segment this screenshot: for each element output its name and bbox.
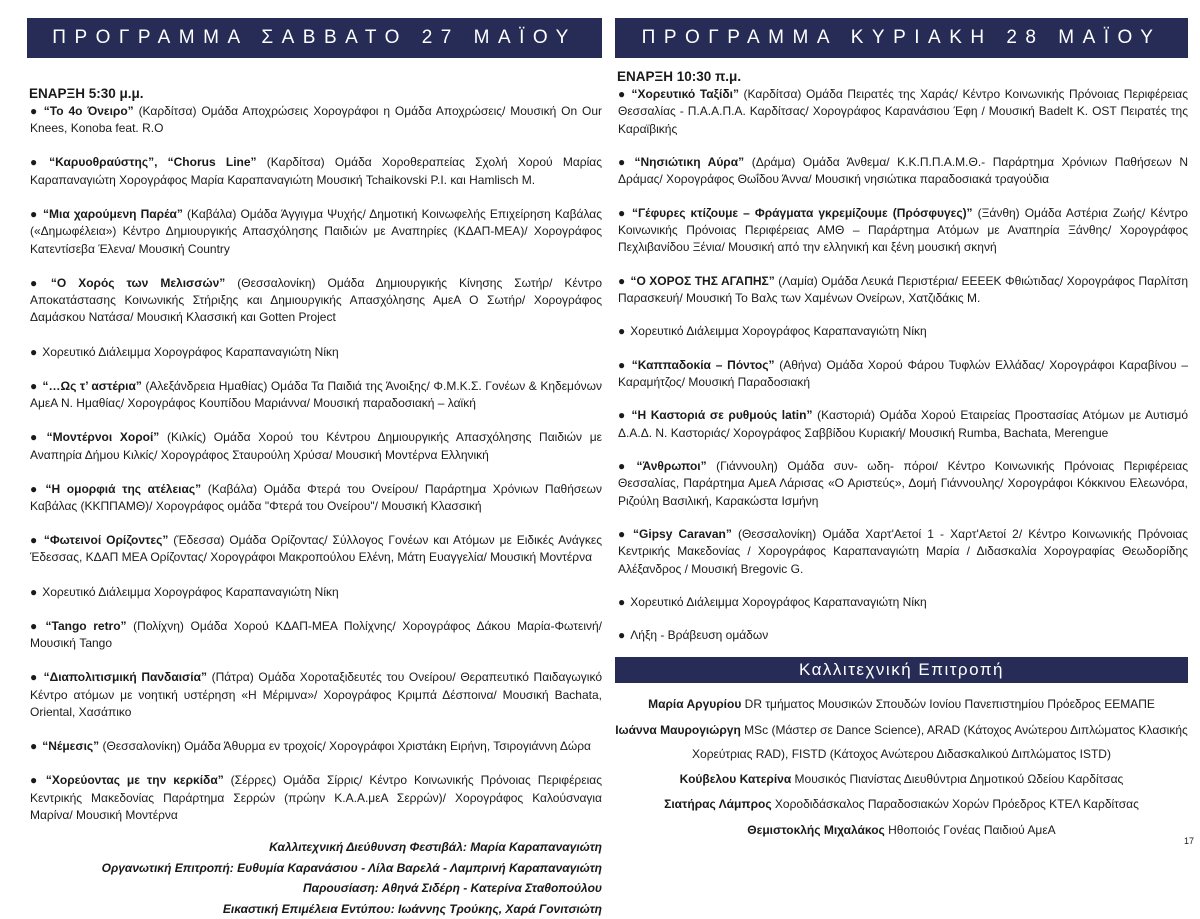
member-role: MSc (Μάστερ σε Dance Science), ARAD (Κάτοχος Ανώτερου Διπλώματος Κλασικής Χορεύτριας RAD), FISTD (Κάτοχος Ανώτερου Διδασκαλικού Διπλώματος ISTD): [692, 722, 1188, 762]
bullet-icon: ●: [618, 273, 626, 288]
item-description: (Καρδίτσα) Ομάδα Χοροθεραπείας Σχολή Χορού Μαρίας Καραπαναγιώτη Χορογράφος Μαρία Καραπαναγιώτη Μουσική Tchaikovski P.I. και Hamlisch M.: [30, 155, 603, 187]
item-title: “Gipsy Caravan”: [633, 527, 732, 542]
member-role: Χοροδιδάσκαλος Παραδοσιακών Χορών Πρόεδρος ΚΤΕΛ Καρδίτσας: [771, 797, 1139, 812]
item-description: (Θεσσαλονίκη) Ομάδα Χαρτ'Αετοί 1 - Χαρτ'Αετοί 2/ Κέντρο Κοινωνικής Πρόνοιας Κεντρικής Μακεδονίας / Χορογράφος Καραπαναγιώτη Μαρία / Διδασκαλία Χορογραφίας Θεωδορίδης Αλέξανδρος / Μουσική Bregovic G.: [618, 527, 1189, 576]
bullet-icon: ●: [30, 155, 45, 170]
item-title: “Νησιώτικη Αύρα”: [634, 154, 745, 169]
program-item: [618, 357, 1188, 392]
credit-line: Οργανωτική Επιτροπή: Ευθυμία Καρανάσιου - Λίλα Βαρελά - Λαμπρινή Καραπαναγιώτη: [101, 860, 602, 875]
item-description: Χορευτικό Διάλειμμα Χορογράφος Καραπαναγιώτη Νίκη: [42, 344, 339, 359]
item-description: (Καβάλα) Ομάδα Άγγιγμα Ψυχής/ Δημοτική Κοινωφελής Επιχείρηση Καβάλας («Δημωφέλεια») Κέντρο Δημιουργικής Απασχόλησης Παιδιών με Αναπηρίες (ΚΔΑΠ-ΜΕΑ)/ Χορογράφος Κατεντίσεβα Έλενα/ Μουσική Country: [30, 206, 602, 256]
program-item: [30, 584, 602, 601]
bullet-icon: ●: [30, 104, 39, 118]
item-description: (Καβάλα) Ομάδα Φτερά του Ονείρου/ Παράρτημα Χρόνιων Παθήσεων Καβάλας (ΚΚΠΠΑΜΘ)/ Χορογράφος ομάδα "Φτερά του Ονείρου"/ Μουσική Κλασσική: [30, 481, 603, 513]
bullet-icon: ●: [30, 206, 39, 221]
program-item: [30, 344, 602, 361]
item-title: “…Ως τ’ αστέρια”: [42, 378, 142, 393]
bullet-icon: ●: [30, 584, 38, 599]
bullet-icon: ●: [618, 324, 626, 339]
program-item: [618, 458, 1188, 510]
saturday-column: [27, 18, 602, 919]
sunday-program-list: [615, 86, 1188, 645]
credit-line: Παρουσίαση: Αθηνά Σιδέρη - Κατερίνα Σταθοπούλου: [303, 881, 602, 896]
bullet-icon: ●: [30, 773, 41, 788]
item-description: (Γιάννουλη) Ομάδα συν- ωδη- πόροι/ Κέντρο Κοινωνικής Πρόνοιας Περιφέρειας Θεσσαλίας, Παράρτημα ΑμεΑ Λάρισας «Ο Αριστεύς», Δομή Γιάννουλης/ Χορογράφοι Κόκκινου Ελεωνόρα, Ριζούλη Βασιλική, Καρακώστα Ισμήνη: [618, 459, 1188, 508]
member-role: Μουσικός Πιανίστας Διευθύντρια Δημοτικού Ωδείου Καρδίτσας: [791, 771, 1124, 786]
bullet-icon: ●: [30, 739, 38, 754]
committee-member: [615, 818, 1188, 844]
bullet-icon: ●: [30, 481, 41, 496]
item-title: “Χορευτικό Ταξίδι”: [631, 87, 739, 101]
program-item: [30, 618, 602, 653]
program-item: [30, 738, 602, 755]
item-description: Χορευτικό Διάλειμμα Χορογράφος Καραπαναγιώτη Νίκη: [630, 324, 927, 339]
item-description: (Ξάνθη) Ομάδα Αστέρια Ζωής/ Κέντρο Κοινωνικής Πρόνοιας Περιφέρειας ΑΜΘ – Παράρτημα Ατόμων με Αναπηρία Ξάνθης/ Χορογράφος Πεχλιβανίδου Ξένια/ Μουσική από την ελληνική και ξένη μουσική σκηνή: [618, 205, 1188, 255]
program-item: [30, 154, 602, 189]
item-description: (Πολίχνη) Ομάδα Χορού ΚΔΑΠ-ΜΕΑ Πολίχνης/ Χορογράφος Δάκου Μαρία-Φωτεινή/ Μουσική Tango: [30, 618, 602, 651]
item-title: “Ο ΧΟΡΟΣ ΤΗΣ ΑΓΑΠΗΣ”: [630, 273, 775, 288]
program-item: [30, 275, 602, 327]
credit-line: Εικαστική Επιμέλεια Εντύπου: Ιωάννης Τρούκης, Χαρά Γονιτσιώτη: [222, 901, 602, 916]
committee-member: [615, 792, 1188, 818]
sunday-banner: ΠΡΟΓΡΑΜΜΑ ΚΥΡΙΑΚΗ 28 ΜΑΪΟΥ: [615, 18, 1188, 58]
bullet-icon: ●: [30, 430, 42, 445]
item-title: “Ο Χορός των Μελισσών”: [50, 275, 226, 290]
committee-member: [615, 718, 1188, 767]
bullet-icon: ●: [618, 357, 627, 372]
member-name: Σιατήρας Λάμπρος: [664, 797, 772, 812]
item-title: “Το 4ο Όνειρο”: [43, 104, 134, 118]
item-title: “Άνθρωποι”: [636, 459, 707, 474]
program-item: [618, 407, 1188, 442]
member-role: Ηθοποιός Γονέας Παιδιού ΑμεΑ: [884, 823, 1056, 838]
committee-banner: Καλλιτεχνική Επιτροπή: [615, 657, 1188, 683]
member-name: Κούβελου Κατερίνα: [679, 771, 792, 786]
program-item: [618, 323, 1188, 340]
bullet-icon: ●: [618, 408, 627, 423]
item-description: (Δράμα) Ομάδα Άνθεμα/ Κ.Κ.Π.Π.Α.Μ.Θ.- Παράρτημα Χρόνιων Παθήσεων Ν Δράμας/ Χορογράφος Θωΐδου Άννα/ Μουσική νησιώτικα παραδοσιακά τραγούδια: [618, 154, 1189, 187]
bullet-icon: ●: [618, 154, 630, 169]
committee-member: [615, 767, 1188, 793]
program-item: [30, 772, 602, 824]
program-item: [618, 594, 1188, 611]
item-description: (Πάτρα) Ομάδα Χοροταξιδευτές του Ονείρου/ Θεραπευτικό Παιδαγωγικό Κέντρο ατόμων με νοητική υστέρηση «Η Μέριμνα»/ Χορογράφος Κριμπά Δέσποινα/ Μουσική Bachata, Oriental, Χασάπικο: [30, 670, 602, 719]
item-title: “Η Καστοριά σε ρυθμούς latin”: [631, 408, 813, 423]
item-title: “Καρυοθραύστης”, “Chorus Line”: [49, 155, 257, 170]
bullet-icon: ●: [618, 87, 627, 101]
item-title: “Γέφυρες κτίζουμε – Φράγματα γκρεμίζουμε (Πρόσφυγες)”: [631, 205, 973, 220]
item-description: (Θεσσαλονίκη) Ομάδα Άθυρμα εν τροχοίς/ Χορογράφοι Χριστάκη Ειρήνη, Τσιρογιάννη Δώρα: [99, 739, 591, 754]
item-description: (Αθήνα) Ομάδα Χορού Φάρου Τυφλών Ελλάδας/ Χορογράφοι Καραβίνου – Καραμήτζος/ Μουσική Παραδοσιακή: [618, 357, 1188, 390]
saturday-banner: ΠΡΟΓΡΑΜΜΑ ΣΑΒΒΑΤΟ 27 ΜΑΪΟΥ: [27, 18, 602, 58]
program-item: [618, 273, 1188, 308]
item-description: (Αλεξάνδρεια Ημαθίας) Ομάδα Τα Παιδιά της Άνοιξης/ Φ.Μ.Κ.Σ. Γονέων & Κηδεμόνων ΑμεΑ Ν. Ημαθίας/ Χορογράφος Κουπίδου Μαριάννα/ Μουσική παραδοσιακή – λαϊκή: [30, 378, 603, 411]
item-description: (Καστοριά) Ομάδα Χορού Εταιρείας Προστασίας Ατόμων με Αυτισμό Δ.Α.Δ. Ν. Καστοριάς/ Χορογράφος Σαββίδου Κυριακή/ Μουσική Rumba, Bachata, Merengue: [618, 408, 1189, 440]
item-title: “Καππαδοκία – Πόντος”: [631, 357, 775, 372]
page-number: 17: [1183, 836, 1194, 846]
item-description: Χορευτικό Διάλειμμα Χορογράφος Καραπαναγιώτη Νίκη: [630, 595, 927, 610]
bullet-icon: ●: [30, 275, 46, 290]
item-description: (Έδεσσα) Ομάδα Ορίζοντας/ Σύλλογος Γονέων και Ατόμων με Ειδικές Ανάγκες Έδεσσας, ΚΔΑΠ ΜΕΑ Ορίζοντας/ Χορογράφοι Μακροπούλου Ελένη, Μάτη Ευαγγελία/ Μουσική Μοντέρνα: [30, 533, 602, 565]
program-item: [618, 526, 1188, 578]
item-title: “Μια χαρούμενη Παρέα”: [43, 206, 183, 221]
program-item: [618, 205, 1188, 257]
committee-member: [615, 692, 1188, 718]
item-title: “Νέμεσις”: [42, 739, 100, 754]
bullet-icon: ●: [618, 459, 632, 474]
program-item: [30, 378, 602, 413]
festival-credits: [27, 837, 602, 919]
program-item: [30, 532, 602, 567]
bullet-icon: ●: [618, 628, 626, 643]
item-description: (Καρδίτσα) Ομάδα Αποχρώσεις Χορογράφοι η Ομάδα Αποχρώσεις/ Μουσική On Our Knees, Konoba feat. R.O: [30, 104, 603, 136]
bullet-icon: ●: [30, 533, 39, 548]
item-description: Χορευτικό Διάλειμμα Χορογράφος Καραπαναγιώτη Νίκη: [42, 584, 339, 599]
bullet-icon: ●: [618, 595, 626, 610]
item-description: Λήξη - Βράβευση ομάδων: [630, 628, 769, 643]
item-description: (Σέρρες) Ομάδα Σίρρις/ Κέντρο Κοινωνικής Πρόνοιας Περιφέρειας Κεντρικής Μακεδονίας Παράρτημα Σερρών (πρώην Κ.Α.Α.μεΑ Σερρών)/ Χορογράφος Καλούσναγια Μαρίνα/ Μουσική Μοντέρνα: [30, 773, 602, 822]
credit-line: Καλλιτεχνική Διεύθυνση Φεστιβάλ: Μαρία Καραπαναγιώτη: [269, 840, 602, 855]
bullet-icon: ●: [30, 378, 38, 393]
item-description: (Κιλκίς) Ομάδα Χορού του Κέντρου Δημιουργικής Απασχόλησης Παιδιών με Αναπηρία Δήμου Κιλκίς/ Χορογράφος Σταυρούλη Χρύσα/ Μουσική Μοντέρνα Ελληνική: [30, 430, 602, 462]
program-item: [30, 481, 602, 516]
program-item: [618, 154, 1188, 189]
item-title: “Διαπολιτισμική Πανδαισία”: [43, 670, 207, 685]
item-title: “Μοντέρνοι Χοροί”: [46, 430, 160, 445]
program-item: [618, 627, 1188, 644]
item-title: “Φωτεινοί Ορίζοντες”: [43, 533, 169, 548]
sunday-column: [615, 18, 1188, 844]
item-description: (Θεσσαλονίκη) Ομάδα Δημιουργικής Κίνησης Σωτήρ/ Κέντρο Αποκατάστασης Κοινωνικής Στήριξης και Δημιουργικής Απασχόλησης ΑμεΑ Ο Σωτήρ/ Χορογράφος Δαμάσκου Νατάσα/ Μουσική Κλασσική και Gotten Project: [30, 275, 603, 325]
bullet-icon: ●: [618, 527, 629, 542]
bullet-icon: ●: [618, 205, 627, 220]
item-description: (Καρδίτσα) Ομάδα Πειρατές της Χαράς/ Κέντρο Κοινωνικής Πρόνοιας Περιφέρειας Θεσσαλίας - Π.Α.Α.Π.Α. Καρδίτσας/ Χορογράφος Καρανάσιου Έφη / Μουσική Badelt K. OST Πειρατές της Καραϊβικής: [618, 87, 1189, 136]
member-name: Θεμιστοκλής Μιχαλάκος: [747, 823, 885, 838]
program-item: [30, 103, 602, 138]
program-item: [618, 86, 1188, 138]
item-title: “Η ομορφιά της ατέλειας”: [45, 481, 202, 496]
program-item: [30, 429, 602, 464]
item-title: “Tango retro”: [45, 618, 127, 633]
committee-members: [615, 692, 1188, 844]
member-role: DR τμήματος Μουσικών Σπουδών Ιονίου Πανεπιστημίου Πρόεδρος ΕΕΜΑΠΕ: [741, 696, 1155, 711]
bullet-icon: ●: [30, 618, 41, 633]
item-title: “Χορεύοντας με την κερκίδα”: [45, 773, 224, 788]
member-name: Ιωάννα Μαυρογιώργη: [615, 722, 741, 737]
item-description: (Λαμία) Ομάδα Λευκά Περιστέρια/ ΕΕΕΕΚ Φθιώτιδας/ Χορογράφος Παρλίτση Παρασκευή/ Μουσική Το Βαλς των Χαμένων Ονείρων, Χατζιδάκις Μ.: [618, 273, 1188, 305]
saturday-program-list: [27, 103, 602, 824]
member-name: Μαρία Αργυρίου: [648, 696, 742, 711]
bullet-icon: ●: [30, 670, 39, 685]
saturday-start-time: ΕΝΑΡΞΗ 5:30 μ.μ.: [29, 86, 144, 101]
program-item: [30, 669, 602, 721]
sunday-start-time: ΕΝΑΡΞΗ 10:30 π.μ.: [617, 69, 742, 84]
program-item: [30, 206, 602, 258]
bullet-icon: ●: [30, 344, 38, 359]
